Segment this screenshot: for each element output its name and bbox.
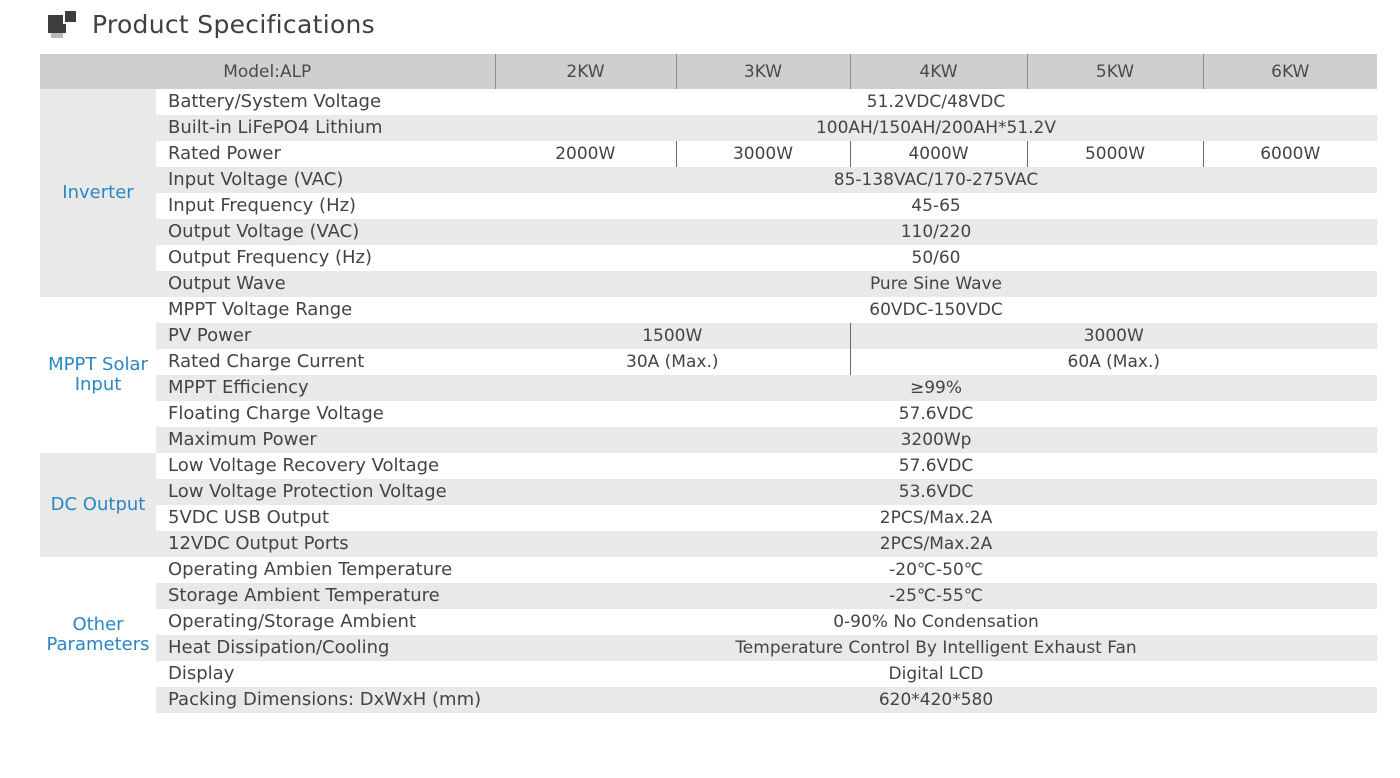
row-label: Heat Dissipation/Cooling	[156, 635, 495, 661]
row-label: MPPT Efficiency	[156, 375, 495, 401]
row-value-4kw: 4000W	[850, 141, 1027, 167]
column-header-3kw: 3KW	[676, 54, 850, 89]
row-label: 12VDC Output Ports	[156, 531, 495, 557]
product-cubes-icon	[48, 9, 78, 39]
row-label: Input Voltage (VAC)	[156, 167, 495, 193]
table-row	[40, 297, 1377, 323]
row-label: Low Voltage Recovery Voltage	[168, 455, 440, 476]
row-value: 110/220	[495, 219, 1377, 245]
row-value: Digital LCD	[888, 664, 984, 684]
table-row	[40, 583, 1377, 609]
table-row	[40, 479, 1377, 505]
column-header-2kw: 2KW	[495, 54, 676, 89]
row-value: 620*420*580	[495, 687, 1377, 713]
table-row	[40, 401, 1377, 427]
column-header-5kw: 5KW	[1027, 54, 1203, 89]
row-value-4-6kw: 60A (Max.)	[850, 349, 1377, 375]
row-value: 0-90% No Condensation	[833, 612, 1039, 632]
row-value: 45-65	[911, 196, 961, 216]
row-label: Floating Charge Voltage	[168, 403, 384, 424]
row-value: 60VDC-150VDC	[869, 300, 1003, 320]
row-value: 57.6VDC	[898, 404, 974, 424]
table-row	[40, 193, 1377, 219]
row-value: 2PCS/Max.2A	[879, 508, 993, 528]
row-value-5kw: 5000W	[1027, 141, 1203, 167]
table-row	[40, 557, 1377, 583]
group-dc-output: DC Output	[40, 453, 156, 557]
row-value-2-3kw: 30A (Max.)	[626, 352, 719, 372]
row-label: Rated Power	[168, 143, 281, 164]
model-label: Model:ALP	[40, 54, 495, 89]
row-value: ≥99%	[495, 375, 1377, 401]
table-row	[40, 271, 1377, 297]
row-value: -20℃-50℃	[889, 560, 983, 580]
row-value: Temperature Control By Intelligent Exhaust Fan	[495, 635, 1377, 661]
group-mppt-line2: Input	[74, 374, 122, 395]
table-row	[40, 635, 1377, 661]
row-value: 3200Wp	[495, 427, 1377, 453]
row-label: Input Frequency (Hz)	[168, 195, 357, 216]
row-label: Operating Ambien Temperature	[168, 559, 453, 580]
row-label: Output Voltage (VAC)	[156, 219, 495, 245]
page-title: Product Specifications	[92, 9, 376, 39]
table-row	[40, 453, 1377, 479]
row-label: Output Wave	[156, 271, 495, 297]
table-row	[40, 219, 1377, 245]
table-row	[40, 375, 1377, 401]
row-label: PV Power	[156, 323, 495, 349]
row-value: 51.2VDC/48VDC	[866, 92, 1006, 112]
group-mppt-solar-input	[40, 297, 156, 453]
column-header-6kw: 6KW	[1203, 54, 1377, 89]
table-row	[40, 141, 1377, 167]
table-header-row	[40, 54, 1377, 89]
row-label: Built-in LiFePO4 Lithium	[156, 115, 495, 141]
group-mppt-line1: MPPT Solar	[48, 354, 148, 375]
column-header-4kw: 4KW	[850, 54, 1027, 89]
row-label: Output Frequency (Hz)	[168, 247, 372, 268]
row-value-6kw: 6000W	[1203, 141, 1377, 167]
row-label: 5VDC USB Output	[168, 507, 330, 528]
row-label: Low Voltage Protection Voltage	[156, 479, 495, 505]
row-label: Storage Ambient Temperature	[156, 583, 495, 609]
spec-table	[40, 54, 1377, 713]
row-value: 53.6VDC	[495, 479, 1377, 505]
table-row	[40, 687, 1377, 713]
page-header	[48, 6, 375, 42]
row-value: 50/60	[911, 248, 961, 268]
row-value-4-6kw: 3000W	[850, 323, 1377, 349]
row-value: -25℃-55℃	[495, 583, 1377, 609]
table-row	[40, 167, 1377, 193]
table-row	[40, 609, 1377, 635]
group-other-parameters	[40, 557, 156, 713]
row-label: Display	[168, 663, 235, 684]
row-label: Operating/Storage Ambient	[168, 611, 417, 632]
row-value: 85-138VAC/170-275VAC	[495, 167, 1377, 193]
row-label: Battery/System Voltage	[168, 91, 382, 112]
table-row	[40, 427, 1377, 453]
group-other-line2: Parameters	[46, 634, 150, 655]
table-row	[40, 245, 1377, 271]
row-value: 57.6VDC	[898, 456, 974, 476]
row-value: Pure Sine Wave	[495, 271, 1377, 297]
table-row	[40, 531, 1377, 557]
table-row	[40, 505, 1377, 531]
row-value: 100AH/150AH/200AH*51.2V	[495, 115, 1377, 141]
row-label: Rated Charge Current	[168, 351, 365, 372]
row-label: Packing Dimensions: DxWxH (mm)	[156, 687, 495, 713]
group-inverter: Inverter	[40, 89, 156, 297]
group-other-line1: Other	[72, 614, 124, 635]
table-row	[40, 89, 1377, 115]
table-row	[40, 323, 1377, 349]
row-value-2kw: 2000W	[555, 144, 616, 164]
row-value-2-3kw: 1500W	[495, 323, 850, 349]
row-value: 2PCS/Max.2A	[495, 531, 1377, 557]
table-row	[40, 661, 1377, 687]
row-label: MPPT Voltage Range	[168, 299, 353, 320]
table-row	[40, 115, 1377, 141]
row-label: Maximum Power	[156, 427, 495, 453]
row-value-3kw: 3000W	[676, 141, 850, 167]
table-row	[40, 349, 1377, 375]
